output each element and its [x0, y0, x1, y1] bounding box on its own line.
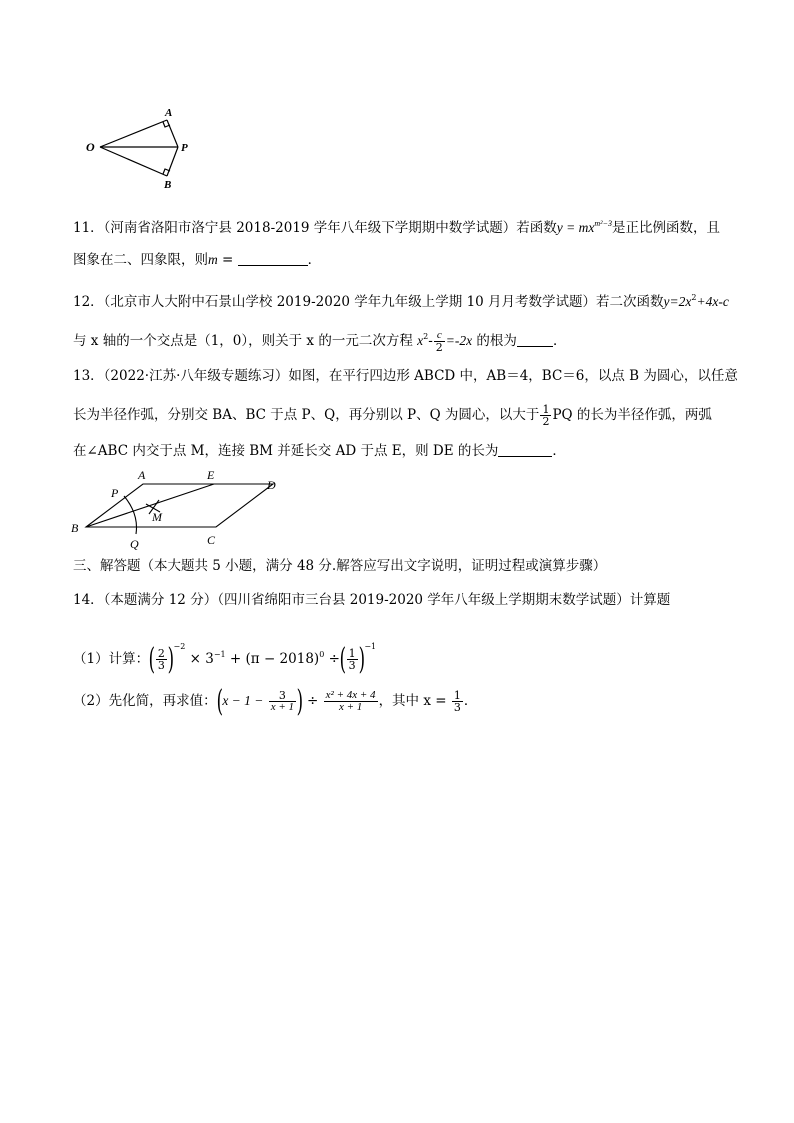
- q11-end: ．: [307, 252, 322, 268]
- q11-line2-text: 图象在二、四象限，则: [73, 252, 208, 268]
- q14-p1-label: （1）计算：: [73, 651, 150, 667]
- q12-sq: 2: [691, 293, 697, 302]
- label-p: P: [181, 142, 188, 154]
- q12-line2-text: 与 x 轴的一个交点是（1，0），则关于 x 的一元二次方程: [73, 333, 418, 349]
- q12-source: 12．（北京市人大附中石景山学校 2019-2020 学年九年级上学期 10 月月考数学试题）若二次函数: [73, 294, 664, 310]
- q12-func: y=2x: [663, 294, 692, 309]
- q13-frac-den: 2: [542, 415, 550, 428]
- q14-p1-frac1: [156, 648, 167, 671]
- q13-line3-text: 在∠ABC 内交于点 M，连接 BM 并延长交 AD 于点 E，则 DE 的长为: [73, 443, 499, 459]
- q12-func-rest: +4x-c: [696, 294, 729, 309]
- q12-eq-rhs: =-2x: [445, 333, 473, 348]
- q13-line2-tail: PQ 的长为半径作弧，两弧: [552, 407, 712, 423]
- label-d: D: [267, 478, 276, 492]
- q13-line1: 13．（2022·江苏·八年级专题练习）如图，在平行四边形 ABCD 中，AB＝4，BC＝6，以点 B 为圆心，以任意: [73, 368, 738, 384]
- frac-num: 3: [269, 690, 296, 702]
- label-e: E: [207, 468, 215, 482]
- q13-line2-text: 长为半径作弧，分别交 BA、BC 于点 P、Q，再分别以 P、Q 为圆心，以大于: [73, 407, 540, 423]
- q12-eq-sq: 2: [423, 332, 429, 341]
- q13-fraction: [540, 404, 551, 427]
- q12-answer-blank[interactable]: [517, 334, 553, 347]
- figure-angle-opb: [80, 100, 200, 192]
- exp: −2: [173, 642, 186, 651]
- q12-end: ．: [552, 333, 567, 349]
- paren-close: ): [167, 641, 174, 677]
- frac-den: x + 1: [338, 701, 363, 713]
- q11-suffix: 是正比例函数，且: [611, 220, 720, 236]
- q12-eq-minus: -: [428, 333, 433, 349]
- label-b: B: [164, 179, 172, 191]
- q11-exponent: m²−3: [594, 219, 612, 228]
- q11-formula: y = mx: [556, 220, 595, 235]
- label-q: Q: [130, 537, 139, 551]
- q14-p2-frac1: [269, 690, 296, 713]
- q11-eq: =: [217, 252, 238, 268]
- label-a: A: [138, 468, 146, 482]
- q14-p2-frac3: [452, 690, 463, 713]
- q11-var: m: [208, 252, 218, 267]
- q14-p2-expr: x − 1 −: [222, 693, 264, 708]
- q14-p1-term3: + (π − 2018): [229, 651, 320, 667]
- q13-end: ．: [552, 443, 566, 459]
- label-o: O: [86, 140, 95, 154]
- segment-oa: [100, 120, 167, 147]
- exp: −1: [364, 642, 377, 651]
- exp: −1: [213, 650, 226, 659]
- segment-bp: [167, 147, 178, 176]
- q11-source: 11．（河南省洛阳市洛宁县 2018-2019 学年八年级下学期期中数学试题）若函数: [73, 220, 557, 236]
- q12-line2-tail: 的根为: [472, 333, 517, 349]
- q14-p2-where: ，其中 x =: [378, 693, 447, 709]
- frac-den: 3: [453, 701, 461, 714]
- label-b: B: [71, 521, 79, 535]
- paren-open: (: [339, 641, 346, 677]
- paren-open: (: [148, 641, 156, 677]
- q13-answer-blank[interactable]: [498, 444, 552, 457]
- q14-p2-end: ．: [463, 693, 478, 709]
- segment-be: [86, 484, 214, 527]
- paren-close: ): [296, 683, 304, 719]
- paren-close: ): [358, 641, 365, 677]
- arc-pq: [124, 496, 137, 534]
- segment-ap: [167, 120, 178, 147]
- q14-p2-frac2: [324, 690, 378, 713]
- frac-num: 1: [348, 647, 356, 660]
- q14-p2-label: （2）先化简，再求值：: [73, 693, 217, 709]
- q11-line1: [73, 214, 720, 238]
- frac-num: 1: [453, 689, 461, 702]
- label-a: A: [165, 107, 173, 119]
- q14-p2-div: ÷: [307, 693, 319, 709]
- q13-line2: [73, 404, 712, 427]
- frac-den: x + 1: [270, 701, 295, 713]
- q13-line3: [73, 441, 566, 461]
- q14-p1-term2: × 3: [189, 651, 214, 667]
- label-p: P: [111, 486, 119, 500]
- q12-fraction: [434, 330, 445, 353]
- q11-answer-blank[interactable]: [238, 253, 308, 266]
- frac-num: 2: [157, 647, 165, 660]
- label-m: M: [152, 510, 162, 524]
- label-c: C: [207, 533, 216, 547]
- q14-p1-div: ÷: [328, 651, 340, 667]
- q12-line1: [73, 288, 729, 312]
- q13-frac-num: 1: [542, 403, 550, 416]
- q14-part1: [73, 630, 376, 676]
- segment-ob: [100, 147, 167, 176]
- q12-frac-num: c: [434, 330, 445, 342]
- frac-den: 3: [348, 659, 356, 672]
- q14-p1-frac2: [347, 648, 358, 671]
- q12-frac-den: 2: [435, 341, 443, 354]
- q14-part2: [73, 684, 477, 718]
- q14-header: 14．（本题满分 12 分）（四川省绵阳市三台县 2019-2020 学年八年级上学期期末数学试题）计算题: [73, 592, 671, 608]
- q12-eq-x: x: [417, 333, 424, 348]
- frac-den: 3: [157, 659, 165, 672]
- paren-open: (: [216, 683, 223, 719]
- exp: 0: [319, 650, 325, 659]
- frac-num: x² + 4x + 4: [325, 689, 376, 701]
- figure-parallelogram-abcd: [66, 464, 296, 554]
- section-3-heading: 三、解答题（本大题共 5 小题，满分 48 分.解答应写出文字说明，证明过程或演算步骤）: [73, 558, 607, 574]
- q12-line2: [73, 327, 566, 353]
- q11-line2: [73, 250, 321, 270]
